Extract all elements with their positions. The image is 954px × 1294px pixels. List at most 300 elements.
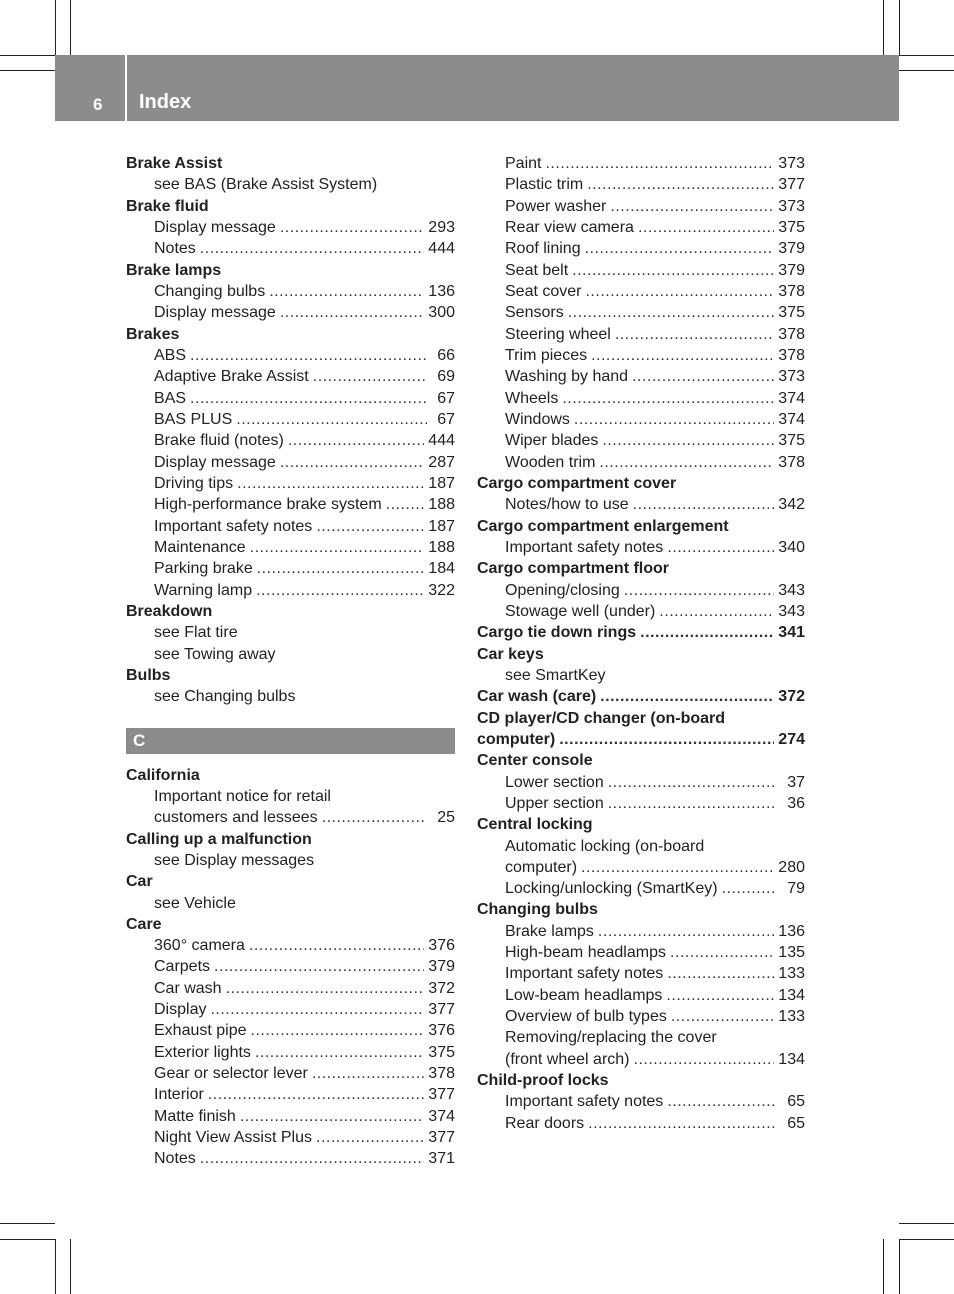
entry-label: Cargo compartment enlargement — [477, 517, 729, 535]
dot-leader — [257, 558, 425, 579]
entry-label: Display message — [154, 453, 276, 471]
crop-mark — [55, 1239, 56, 1294]
index-subentry — [477, 345, 805, 366]
dot-leader — [288, 430, 424, 451]
index-subentry — [126, 452, 455, 473]
index-entry-heading — [126, 665, 455, 686]
page-reference: 374 — [778, 389, 805, 407]
index-subentry — [477, 857, 805, 878]
index-subentry — [126, 345, 455, 366]
index-subentry — [477, 452, 805, 473]
index-subentry — [477, 921, 805, 942]
page-reference: 135 — [778, 944, 805, 962]
page-reference: 376 — [428, 937, 455, 955]
index-entry-heading — [477, 622, 805, 643]
index-subentry — [126, 238, 455, 259]
entry-label: see SmartKey — [505, 666, 606, 684]
crop-mark — [883, 1239, 884, 1294]
dot-leader — [226, 978, 425, 999]
entry-label: Notes/how to use — [505, 496, 629, 514]
entry-label: Brake lamps — [505, 922, 594, 940]
index-subentry — [477, 153, 805, 174]
dot-leader — [667, 537, 774, 558]
dot-leader — [236, 409, 427, 430]
dot-leader — [214, 956, 424, 977]
dot-leader — [250, 537, 425, 558]
page-reference: 372 — [428, 979, 455, 997]
entry-label: Brake fluid (notes) — [154, 432, 284, 450]
dot-leader — [269, 281, 424, 302]
index-subentry — [126, 1042, 455, 1063]
entry-label: Car — [126, 873, 153, 891]
page-reference: 378 — [778, 282, 805, 300]
dot-leader — [322, 807, 427, 828]
entry-label: Brake fluid — [126, 197, 209, 215]
entry-label: Central locking — [477, 816, 593, 834]
dot-leader — [667, 963, 774, 984]
index-entry-heading — [477, 516, 805, 537]
entry-label: Exterior lights — [154, 1043, 251, 1061]
page-reference: 188 — [428, 538, 455, 556]
dot-leader — [615, 324, 774, 345]
entry-label: Bulbs — [126, 666, 171, 684]
dot-leader — [200, 238, 425, 259]
entry-label: Sensors — [505, 304, 564, 322]
entry-label: Car keys — [477, 645, 544, 663]
crop-mark — [0, 1223, 55, 1224]
dot-leader — [610, 196, 774, 217]
page-reference: 65 — [787, 1093, 805, 1111]
index-subentry — [477, 836, 805, 857]
entry-label: Matte finish — [154, 1107, 236, 1125]
dot-leader — [386, 494, 425, 515]
page-reference: 377 — [428, 1086, 455, 1104]
entry-label: Wheels — [505, 389, 559, 407]
dot-leader — [634, 1049, 775, 1070]
entry-label: (front wheel arch) — [505, 1050, 630, 1068]
page-reference: 343 — [778, 602, 805, 620]
dot-leader — [638, 217, 774, 238]
page-reference: 342 — [778, 496, 805, 514]
dot-leader — [316, 1127, 424, 1148]
entry-label: Notes — [154, 1150, 196, 1168]
entry-label: Wooden trim — [505, 453, 596, 471]
dot-leader — [598, 921, 774, 942]
page-header — [55, 55, 899, 121]
dot-leader — [249, 935, 424, 956]
page-reference: 377 — [428, 1001, 455, 1019]
entry-label: Display message — [154, 218, 276, 236]
dot-leader — [574, 409, 774, 430]
entry-label: Calling up a malfunction — [126, 830, 312, 848]
entry-label: see Towing away — [154, 645, 276, 663]
entry-label: Power washer — [505, 197, 607, 215]
page-reference: 340 — [778, 538, 805, 556]
index-group — [126, 765, 455, 1170]
entry-label: Roof lining — [505, 240, 581, 258]
page-reference: 134 — [778, 986, 805, 1004]
dot-leader — [251, 1020, 425, 1041]
index-subentry — [477, 793, 805, 814]
dot-leader — [559, 729, 774, 750]
entry-label: Important safety notes — [505, 1093, 664, 1111]
page-reference: 444 — [428, 432, 455, 450]
crop-mark — [0, 1239, 55, 1240]
entry-label: ABS — [154, 346, 187, 364]
index-subentry — [126, 935, 455, 956]
entry-label: Changing bulbs — [154, 282, 266, 300]
index-subentry — [477, 1006, 805, 1027]
entry-label: Opening/closing — [505, 581, 620, 599]
index-entry-heading — [477, 473, 805, 494]
index-entry-heading — [126, 871, 455, 892]
entry-label: Locking/unlocking (SmartKey) — [505, 880, 718, 898]
entry-label: Brake Assist — [126, 155, 223, 172]
crop-mark — [899, 1223, 954, 1224]
dot-leader — [572, 260, 774, 281]
entry-label: Maintenance — [154, 538, 246, 556]
crop-mark — [899, 1239, 954, 1240]
letter-section-header: C — [126, 728, 455, 754]
index-entry-heading — [477, 899, 805, 920]
page-reference: 378 — [778, 346, 805, 364]
index-subentry — [477, 1091, 805, 1112]
entry-label: Steering wheel — [505, 325, 611, 343]
page-reference: 133 — [778, 965, 805, 983]
index-subentry — [477, 1049, 805, 1070]
index-subentry — [477, 772, 805, 793]
index-entry-heading — [477, 644, 805, 665]
page-reference: 67 — [437, 410, 455, 428]
entry-label: Display message — [154, 304, 276, 322]
index-subentry — [477, 430, 805, 451]
index-subentry — [477, 1113, 805, 1134]
dot-leader — [632, 366, 774, 387]
index-subentry — [126, 1148, 455, 1169]
dot-leader — [208, 1084, 425, 1105]
dot-leader — [256, 580, 424, 601]
index-subentry — [126, 473, 455, 494]
entry-label: Cargo compartment floor — [477, 560, 670, 578]
index-subentry — [126, 558, 455, 579]
index-entry-heading — [126, 601, 455, 622]
entry-label: BAS — [154, 389, 187, 407]
page-reference: 280 — [778, 858, 805, 876]
entry-label: Warning lamp — [154, 581, 253, 599]
page-reference: 133 — [778, 1008, 805, 1026]
index-subentry — [126, 644, 455, 665]
page-reference: 378 — [778, 325, 805, 343]
entry-label: Important safety notes — [505, 965, 664, 983]
entry-label: Cargo tie down rings — [477, 624, 637, 642]
index-subentry — [126, 388, 455, 409]
entry-label: Carpets — [154, 958, 211, 976]
page-reference: 377 — [778, 176, 805, 194]
index-subentry — [477, 580, 805, 601]
page-reference: 379 — [778, 240, 805, 258]
entry-label: Overview of bulb types — [505, 1008, 667, 1026]
dot-leader — [602, 430, 774, 451]
index-subentry — [477, 494, 805, 515]
index-subentry — [477, 196, 805, 217]
index-subentry — [126, 281, 455, 302]
page-reference: 372 — [778, 688, 805, 706]
page-reference: 187 — [428, 517, 455, 535]
index-entry-heading — [126, 765, 455, 786]
dot-leader — [237, 473, 424, 494]
entry-label: Gear or selector lever — [154, 1065, 308, 1083]
index-subentry — [477, 238, 805, 259]
index-subentry — [126, 956, 455, 977]
index-subentry — [126, 978, 455, 999]
dot-leader — [608, 793, 777, 814]
index-subentry — [126, 174, 455, 195]
page-reference: 378 — [778, 453, 805, 471]
dot-leader — [722, 878, 777, 899]
index-entry-heading — [126, 153, 455, 174]
entry-label: 360° camera — [154, 937, 245, 955]
index-subentry — [126, 893, 455, 914]
page-reference: 375 — [778, 304, 805, 322]
index-subentry — [477, 963, 805, 984]
dot-leader — [670, 942, 774, 963]
index-subentry — [477, 409, 805, 430]
page-reference: 375 — [428, 1043, 455, 1061]
page-reference: 322 — [428, 581, 455, 599]
index-subentry — [126, 1127, 455, 1148]
entry-label: see Flat tire — [154, 624, 238, 642]
index-subentry — [126, 850, 455, 871]
index-subentry — [126, 366, 455, 387]
index-subentry — [126, 1106, 455, 1127]
entry-label: Notes — [154, 240, 196, 258]
page-reference: 374 — [428, 1107, 455, 1125]
page-reference: 136 — [778, 922, 805, 940]
index-subentry — [126, 217, 455, 238]
index-subentry — [126, 494, 455, 515]
crop-mark — [0, 55, 55, 56]
entry-label: Important safety notes — [505, 538, 664, 556]
index-subentry — [126, 302, 455, 323]
dot-leader — [210, 999, 424, 1020]
dot-leader — [587, 174, 774, 195]
page-reference: 188 — [428, 496, 455, 514]
page-reference: 444 — [428, 240, 455, 258]
index-subentry — [126, 516, 455, 537]
dot-leader — [190, 345, 427, 366]
entry-label: see Vehicle — [154, 894, 236, 912]
dot-leader — [588, 1113, 777, 1134]
crop-mark — [70, 1239, 71, 1294]
page-reference: 379 — [778, 261, 805, 279]
crop-mark — [899, 55, 954, 56]
page-reference: 36 — [787, 794, 805, 812]
index-subentry — [126, 430, 455, 451]
index-subentry — [126, 999, 455, 1020]
entry-label: Rear view camera — [505, 218, 634, 236]
page-title: Index — [139, 91, 192, 113]
entry-label: customers and lessees — [154, 809, 318, 827]
entry-label: Care — [126, 915, 162, 933]
page-reference: 376 — [428, 1022, 455, 1040]
dot-leader — [581, 857, 774, 878]
entry-label: Changing bulbs — [477, 901, 598, 919]
entry-label: Interior — [154, 1086, 204, 1104]
entry-label: CD player/CD changer (on-board — [477, 709, 726, 727]
entry-label: Important safety notes — [154, 517, 313, 535]
dot-leader — [585, 238, 775, 259]
index-subentry — [477, 1027, 805, 1048]
entry-label: computer) — [505, 858, 578, 876]
page-reference: 300 — [428, 304, 455, 322]
page-reference: 378 — [428, 1065, 455, 1083]
index-subentry — [477, 388, 805, 409]
entry-label: Removing/replacing the cover — [505, 1029, 717, 1047]
dot-leader — [200, 1148, 425, 1169]
entry-label: Important notice for retail — [154, 787, 331, 805]
dot-leader — [640, 622, 774, 643]
dot-leader — [312, 1063, 424, 1084]
dot-leader — [608, 772, 777, 793]
page-reference: 341 — [778, 624, 805, 642]
dot-leader — [667, 1091, 777, 1112]
index-subentry — [477, 601, 805, 622]
index-subentry — [477, 281, 805, 302]
dot-leader — [190, 388, 427, 409]
entry-label: Child-proof locks — [477, 1072, 609, 1090]
page-reference: 377 — [428, 1129, 455, 1147]
index-subentry — [126, 1063, 455, 1084]
crop-mark — [55, 0, 56, 55]
dot-leader — [585, 281, 774, 302]
page-reference: 184 — [428, 560, 455, 578]
index-subentry — [126, 686, 455, 707]
entry-label: Exhaust pipe — [154, 1022, 247, 1040]
entry-label: BAS PLUS — [154, 410, 233, 428]
entry-label: Parking brake — [154, 560, 253, 578]
page-reference: 375 — [778, 218, 805, 236]
entry-label: Display — [154, 1001, 207, 1019]
dot-leader — [545, 153, 774, 174]
dot-leader — [671, 1006, 774, 1027]
entry-label: Cargo compartment cover — [477, 474, 677, 492]
entry-label: High-beam headlamps — [505, 944, 666, 962]
crop-mark — [883, 0, 884, 55]
header-divider — [125, 55, 127, 121]
entry-label: see Changing bulbs — [154, 688, 296, 706]
index-subentry — [477, 260, 805, 281]
index-entry-heading — [477, 708, 805, 729]
dot-leader — [568, 302, 775, 323]
index-subentry — [477, 878, 805, 899]
dot-leader — [280, 217, 424, 238]
crop-mark — [899, 0, 900, 55]
dot-leader — [255, 1042, 424, 1063]
page-reference: 134 — [778, 1050, 805, 1068]
entry-label: Windows — [505, 410, 570, 428]
index-column-right — [477, 153, 805, 1134]
page-reference: 66 — [437, 346, 455, 364]
page-reference: 373 — [778, 155, 805, 172]
page-reference: 375 — [778, 432, 805, 450]
page-reference: 65 — [787, 1114, 805, 1132]
index-entry-heading — [126, 914, 455, 935]
dot-leader — [600, 686, 774, 707]
index-subentry — [126, 622, 455, 643]
index-entry-heading — [126, 260, 455, 281]
dot-leader — [599, 452, 774, 473]
index-entry-heading — [477, 729, 805, 750]
dot-leader — [562, 388, 774, 409]
page-reference: 37 — [787, 773, 805, 791]
dot-leader — [280, 452, 424, 473]
index-subentry — [477, 985, 805, 1006]
entry-label: Night View Assist Plus — [154, 1129, 312, 1147]
crop-mark — [70, 0, 71, 55]
index-subentry — [126, 537, 455, 558]
index-subentry — [477, 537, 805, 558]
page-reference: 343 — [778, 581, 805, 599]
crop-mark — [899, 1239, 900, 1294]
entry-label: Upper section — [505, 794, 604, 812]
page-reference: 25 — [437, 809, 455, 827]
entry-label: Lower section — [505, 773, 604, 791]
entry-label: Wiper blades — [505, 432, 599, 450]
index-subentry — [477, 302, 805, 323]
dot-leader — [633, 494, 775, 515]
entry-label: see BAS (Brake Assist System) — [154, 176, 378, 194]
dot-leader — [591, 345, 774, 366]
dot-leader — [316, 516, 424, 537]
index-subentry — [126, 1084, 455, 1105]
index-subentry — [477, 366, 805, 387]
page-reference: 79 — [787, 880, 805, 898]
index-subentry — [477, 174, 805, 195]
entry-label: High-performance brake system — [154, 496, 382, 514]
page-reference: 287 — [428, 453, 455, 471]
dot-leader — [666, 985, 774, 1006]
index-subentry — [477, 217, 805, 238]
page-reference: 373 — [778, 368, 805, 386]
index-subentry — [126, 1020, 455, 1041]
index-subentry — [477, 324, 805, 345]
index-subentry — [126, 580, 455, 601]
dot-leader — [280, 302, 424, 323]
entry-label: Stowage well (under) — [505, 602, 656, 620]
entry-label: Automatic locking (on-board — [505, 837, 705, 855]
index-entry-heading — [477, 558, 805, 579]
entry-label: Trim pieces — [505, 346, 588, 364]
crop-mark — [899, 70, 954, 71]
entry-label: computer) — [477, 730, 556, 748]
page-number: 6 — [93, 95, 103, 114]
dot-leader — [624, 580, 775, 601]
page-reference: 187 — [428, 474, 455, 492]
index-entry-heading — [126, 829, 455, 850]
page-reference: 69 — [437, 368, 455, 386]
index-column-left — [126, 153, 455, 1170]
entry-label: Paint — [505, 155, 542, 172]
dot-leader — [313, 366, 427, 387]
index-entry-heading — [126, 196, 455, 217]
dot-leader — [659, 601, 774, 622]
entry-label: California — [126, 766, 200, 784]
entry-label: Center console — [477, 752, 593, 770]
entry-label: Car wash (care) — [477, 688, 597, 706]
entry-label: Plastic trim — [505, 176, 584, 194]
entry-label: Seat cover — [505, 282, 582, 300]
index-entry-heading — [477, 750, 805, 771]
